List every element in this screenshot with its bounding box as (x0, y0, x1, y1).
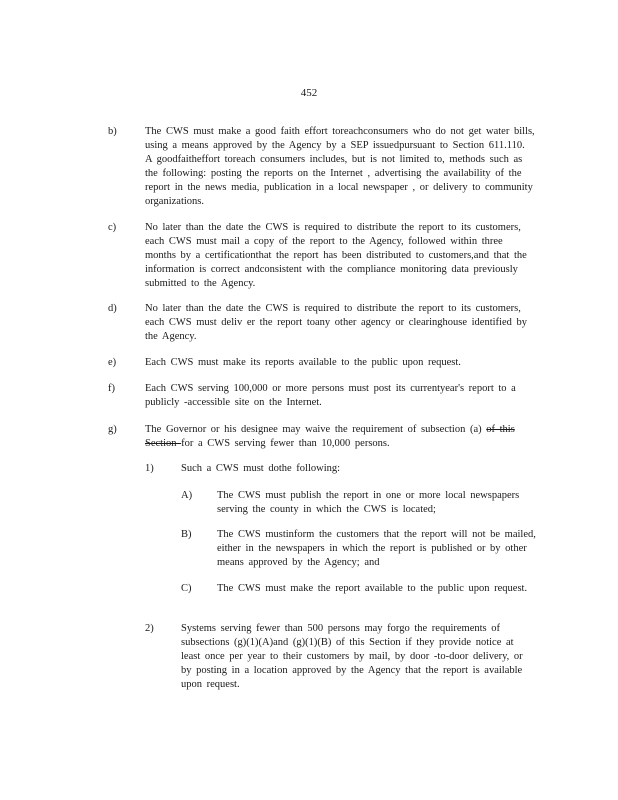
paragraph-text: No later than the date the CWS is required to distribute the report to its customers, each CWS must deliv er the report toany other agency or clearinghouse identified by the Agency. (145, 303, 528, 342)
paragraph-label: C) (181, 583, 192, 594)
paragraph-label: e) (108, 357, 117, 368)
paragraph-label: 1) (145, 463, 154, 474)
paragraph-text: Systems serving fewer than 500 persons may forgo the requirements of subsections (g)(1)(A)and (g)(1)(B) of this Section if they provide notice at least once per year to their customers by mail, by door -to-door delivery, or by posting in a location approved by the Agency that the report is available upon request. (181, 623, 523, 690)
paragraph-text (145, 423, 535, 451)
paragraph-label: 2) (145, 623, 154, 634)
paragraph-text-part: for a CWS serving fewer than 10,000 persons. (181, 438, 390, 449)
paragraph-text: No later than the date the CWS is required to distribute the report to its customers, each CWS must mail a copy of the report to the Agency, followed within three months by a certificationthat the report has been distributed to customers,and that the information is correct andconsistent with the compliance monitoring data previously submitted to the Agency. (145, 222, 527, 289)
paragraph-label: g) (108, 424, 117, 435)
paragraph-label: B) (181, 529, 192, 540)
paragraph-text: Such a CWS must dothe following: (181, 463, 341, 474)
paragraph-label: c) (108, 222, 117, 233)
paragraph-text: The CWS must make a good faith effort toreachconsumers who do not get water bills, using a means approved by the Agency by a SEP issuedpursuant to Section 611.110. A goodfaitheffort toreach consumers includes, but is not limited to, methods such as the following: posting the reports on the Internet , advertising the availability of the report in the news media, publication in a local newspaper , or delivery to community organizations. (145, 126, 535, 207)
paragraph-text: Each CWS serving 100,000 or more persons must post its currentyear's report to a publicly -accessible site on the Internet. (145, 383, 516, 408)
paragraph-label: f) (108, 383, 115, 394)
struck-text: of this Section (145, 424, 515, 449)
paragraph-text: The CWS must publish the report in one or more local newspapers serving the county in which the CWS is located; (217, 490, 520, 515)
paragraph-label: d) (108, 303, 117, 314)
paragraph-text: Each CWS must make its reports available to the public upon request. (145, 357, 461, 368)
paragraph-text: The CWS must make the report available to the public upon request. (217, 583, 528, 594)
paragraph-text-part: The Governor or his designee may waive the requirement of subsection (a) (145, 424, 487, 435)
paragraph-label: b) (108, 126, 117, 137)
page-number: 452 (300, 87, 318, 99)
paragraph-label: A) (181, 490, 193, 501)
paragraph-text: The CWS mustinform the customers that the report will not be mailed, either in the newspapers in which the report is published or by other means approved by the Agency; and (217, 529, 536, 568)
